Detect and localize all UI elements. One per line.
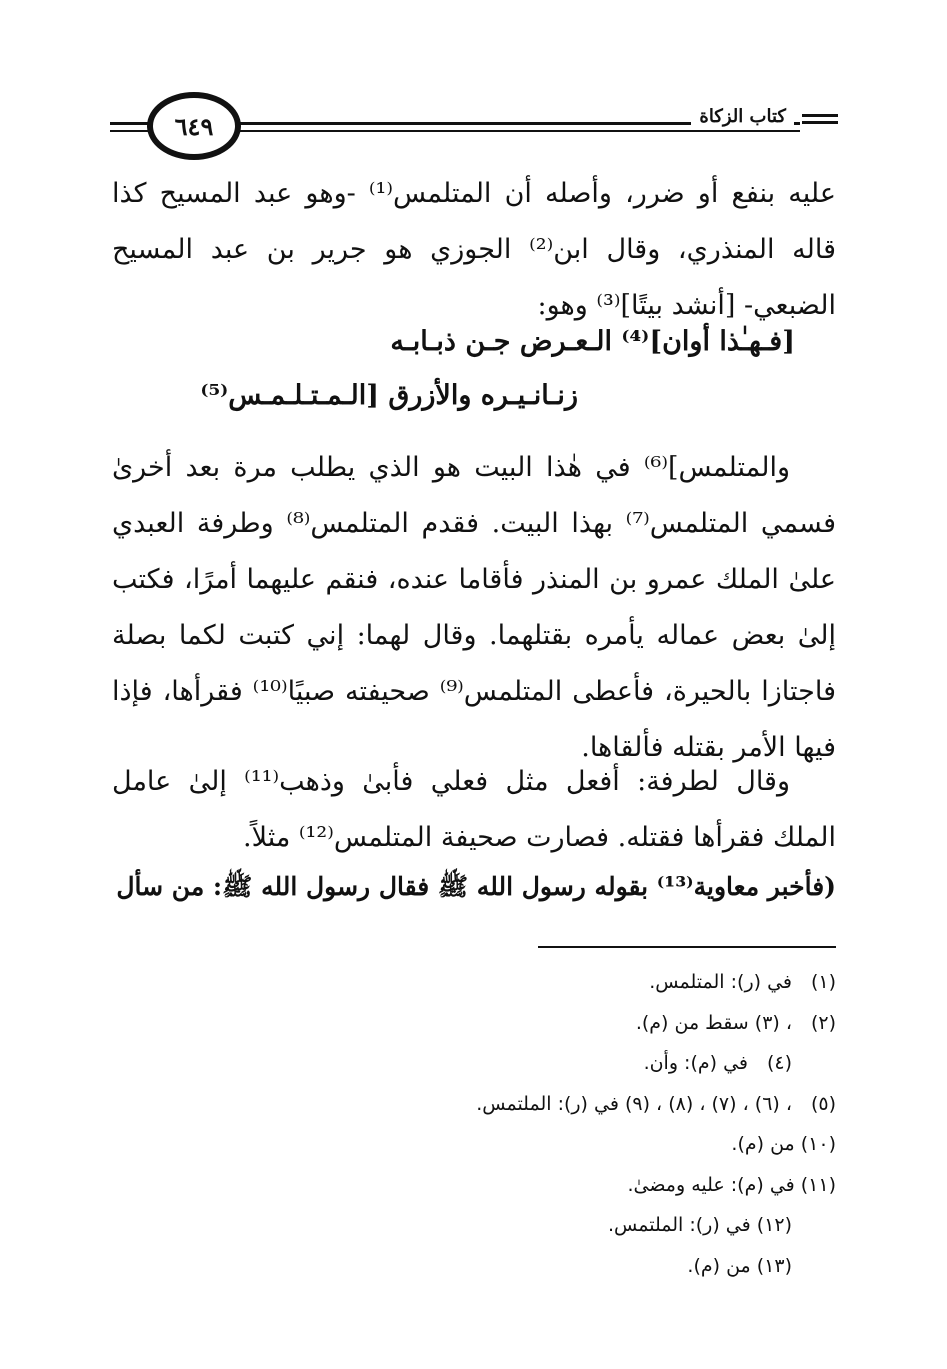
- footnote-text: في (ر): المتلمس.: [649, 971, 792, 993]
- footnote-number: (١٣): [756, 1254, 792, 1277]
- footnote-separator: [538, 946, 836, 948]
- poem-line-2: زنـانـيـره والأزرق [الـمـتـلـمـس⁽⁵⁾: [200, 380, 578, 411]
- footnote-number: (٤): [766, 1052, 792, 1074]
- footnote-number: (٢): [810, 1011, 836, 1034]
- footnote-number: (١١): [800, 1173, 836, 1196]
- footnote-text: من (م).: [731, 1133, 795, 1155]
- footnote: [300, 1246, 836, 1287]
- footnote: [300, 1124, 836, 1165]
- header-rule-right: [802, 114, 838, 128]
- footnote: [300, 1084, 836, 1125]
- footnote-text: من (م).: [687, 1254, 751, 1277]
- paragraph-1: [112, 166, 836, 334]
- footnote-text: في (ر): الملتمس.: [608, 1214, 751, 1236]
- page-header: [110, 92, 838, 172]
- paragraph-1-text: عليه بنفع أو ضرر، وأصله أن المتلمس⁽¹⁾ -وهو عبد المسيح كذا قاله المنذري، وقال ابن⁽²⁾ الجوزي هو جرير بن عبد المسيح الضبعي- [أنشد بيتًا]⁽³⁾ وهو:: [112, 178, 836, 321]
- poem-line-1: [فـهـٰذا أوان]⁽⁴⁾ الـعـرض جـن ذبـابـه: [390, 326, 795, 357]
- footnote-number: (١٠): [800, 1133, 836, 1155]
- footnote: [300, 1043, 836, 1084]
- footnote: [300, 1165, 836, 1206]
- footnote: [300, 1205, 836, 1246]
- paragraph-3-text: وقال لطرفة: أفعل مثل فعلي فأبىٰ وذهب⁽¹¹⁾ إلىٰ عامل الملك فقرأها فقتله. فصارت صحيفة المتلمس⁽¹²⁾ مثلاً.: [112, 766, 836, 853]
- paragraph-4: (فأخبر معاوية⁽¹³⁾ بقوله رسول الله ﷺ فقال رسول الله ﷺ: من سأل: [116, 872, 836, 901]
- footnote-text: في (م): عليه ومضىٰ.: [627, 1173, 795, 1196]
- footnotes: [300, 962, 836, 1286]
- paragraph-2: [112, 440, 836, 776]
- footnote-text: ، (٦) ، (٧) ، (٨) ، (٩) في (ر): الملتمس.: [476, 1092, 792, 1115]
- header-rule-thin: [230, 130, 800, 132]
- footnote: [300, 1003, 836, 1044]
- footnote-number: (٥): [810, 1092, 836, 1115]
- footnote: [300, 962, 836, 1003]
- paragraph-2-text: والمتلمس]⁽⁶⁾ في هٰذا البيت هو الذي يطلب مرة بعد أخرىٰ فسمي المتلمس⁽⁷⁾ بهذا البيت. فقدم المتلمس⁽⁸⁾ وطرفة العبدي علىٰ الملك عمرو بن المنذر فأقاما عنده، فنقم عليهما أمرًا، فكتب إلىٰ بعض عماله يأمره بقتلهما. وقال لهما: إني كتبت لكما بصلة فاجتازا بالحيرة، فأعطى المتلمس⁽⁹⁾ صحيفته صبيًا⁽¹⁰⁾ فقرأها، فإذا فيها الأمر بقتله فألقاها.: [112, 452, 836, 763]
- footnote-text: في (م): وأن.: [643, 1052, 748, 1074]
- paragraph-3: [112, 754, 836, 866]
- footnote-text: ، (٣) سقط من (م).: [635, 1011, 792, 1034]
- page-number-badge: [147, 92, 241, 160]
- page-number: ٦٤٩: [174, 111, 214, 141]
- running-title: كتاب الزكاة: [691, 106, 794, 127]
- footnote-number: (١): [810, 971, 836, 993]
- footnote-number: (١٢): [756, 1214, 792, 1236]
